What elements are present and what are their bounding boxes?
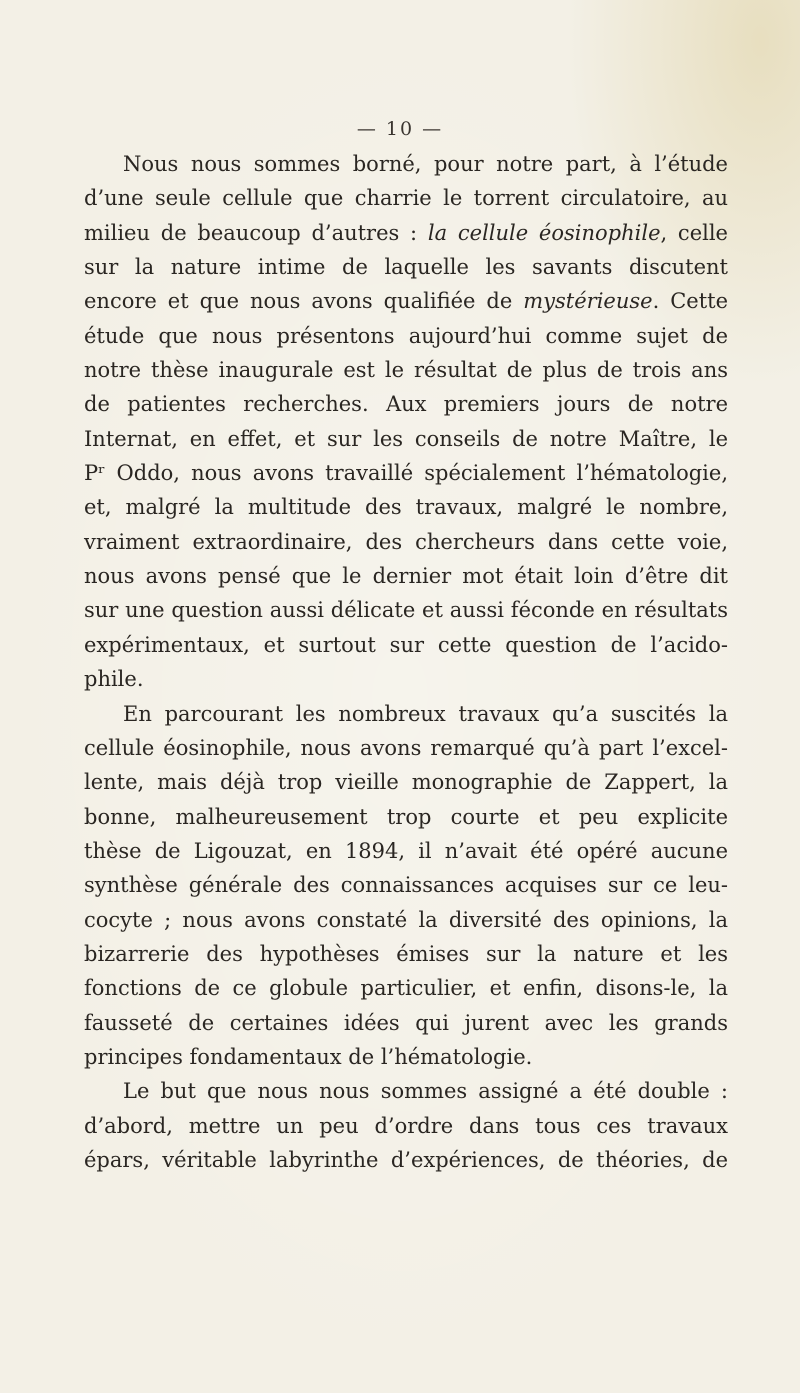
italic-term: mystérieuse xyxy=(523,289,653,314)
text-line: Le but que nous nous sommes assigné a été double : xyxy=(123,1079,728,1104)
text-line: synthèse générale des connaissances acquises sur ce leu- xyxy=(84,873,728,898)
text-line: fausseté de certaines idées qui jurent avec les grands xyxy=(84,1010,728,1035)
text-line: thèse de Ligouzat, en 1894, il n’avait été opéré aucune xyxy=(84,838,728,863)
text-line: lente, mais déjà trop vieille monographie de Zappert, la xyxy=(84,770,728,795)
text-line: Pʳ Oddo, nous avons travaillé spécialement l’hématologie, xyxy=(84,461,728,486)
paragraph xyxy=(84,697,728,1075)
text-line: milieu de beaucoup d’autres : la cellule éosinophile, celle xyxy=(84,220,728,245)
page-number: — 10 — xyxy=(356,118,444,140)
text-line: phile. xyxy=(84,667,144,692)
text-line: vraiment extraordinaire, des chercheurs dans cette voie, xyxy=(84,529,728,554)
paragraph xyxy=(84,147,728,697)
text-line: bizarrerie des hypothèses émises sur la nature et les xyxy=(84,941,728,966)
text-line: notre thèse inaugurale est le résultat de plus de trois ans xyxy=(84,358,728,383)
text-line: étude que nous présentons aujourd’hui comme sujet de xyxy=(84,323,728,348)
text-line: En parcourant les nombreux travaux qu’a suscités la xyxy=(123,701,728,726)
text-line: encore et que nous avons qualifiée de mystérieuse. Cette xyxy=(84,289,729,314)
text-line: sur la nature intime de laquelle les savants discutent xyxy=(84,255,728,280)
text-line: cocyte ; nous avons constaté la diversité des opinions, la xyxy=(84,907,728,932)
text-line: principes fondamentaux de l’hématologie. xyxy=(84,1044,533,1069)
text-line: de patientes recherches. Aux premiers jours de notre xyxy=(84,392,728,417)
body-text xyxy=(84,147,728,1177)
text-line: épars, véritable labyrinthe d’expériences, de théories, de xyxy=(84,1147,728,1172)
text-line: sur une question aussi délicate et aussi féconde en résultats xyxy=(84,598,728,623)
text-line: Internat, en effet, et sur les conseils de notre Maître, le xyxy=(84,426,728,451)
text-line: nous avons pensé que le dernier mot était loin d’être dit xyxy=(84,564,728,589)
text-line: fonctions de ce globule particulier, et enfin, disons-le, la xyxy=(84,976,728,1001)
text-line: d’une seule cellule que charrie le torrent circulatoire, au xyxy=(84,186,728,211)
italic-term: la cellule éosinophile xyxy=(427,220,661,245)
text-line: cellule éosinophile, nous avons remarqué qu’à part l’excel- xyxy=(84,735,728,760)
text-line: Nous nous sommes borné, pour notre part, à l’étude xyxy=(123,152,728,176)
text-line: d’abord, mettre un peu d’ordre dans tous ces travaux xyxy=(84,1113,728,1138)
text-line: et, malgré la multitude des travaux, malgré le nombre, xyxy=(84,495,728,520)
text-line: bonne, malheureusement trop courte et peu explicite xyxy=(84,804,728,829)
paragraph xyxy=(84,1074,728,1177)
text-line: expérimentaux, et surtout sur cette question de l’acido- xyxy=(84,632,728,657)
